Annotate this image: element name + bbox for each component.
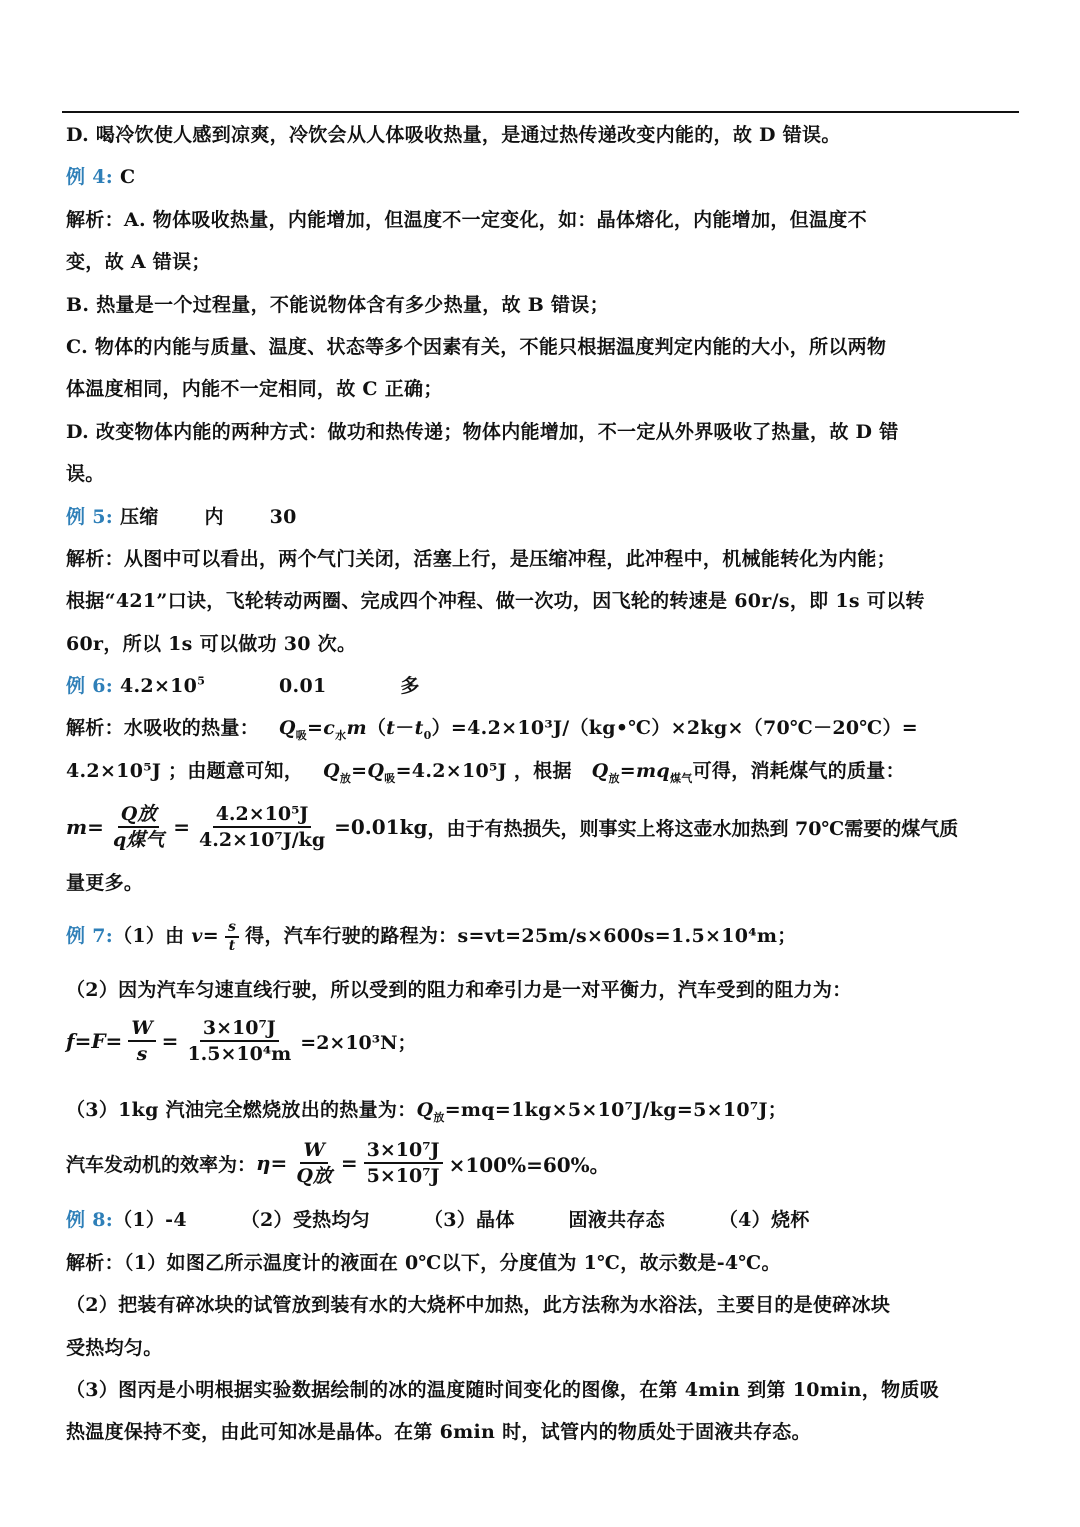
example-4-header (66, 156, 1016, 198)
example-7-header: 例 7:（1）由 v= $\frac{s}{t}$ 得，汽车行驶的路程为：s=vt=25m/s×600s=1.5×10⁴m； (66, 918, 797, 954)
answer-value: （1）-4 (113, 1209, 187, 1232)
text-line: 受热均匀。 (66, 1336, 163, 1359)
text-line: 60r，所以 1s 可以做功 30 次。 (66, 632, 357, 655)
answer-value: 多 (400, 675, 420, 698)
formula-line: f=F= $\frac{W}{s}$ = $\frac{\text{3×10⁷J}}{\text{1.5×10⁴m}}$ =2×10³N； (66, 1017, 417, 1066)
answer-value: 0.01 (279, 675, 327, 698)
answer-value: 内 (204, 505, 224, 528)
answer-value: $4.2\times 10^5$ (119, 674, 206, 698)
example-8-header (66, 1199, 1016, 1241)
text-line: 变，故 A 错误； (66, 251, 211, 274)
answer-value: 30 (269, 505, 297, 528)
text-line: 解析：从图中可以看出，两个气门关闭，活塞上行，是压缩冲程，此冲程中，机械能转化为内能； (66, 547, 896, 570)
formula-line: m = $\frac{\text{Q放}}{\text{q煤气}}$ = $\frac{\text{4.2×10⁵J}}{\text{4.2×10⁷J/kg}}$ =0.01kg ，由于有热损失，则事实上将这壶水加热到 70℃需要的煤气质 (66, 803, 959, 852)
text-line: 根据“421”口诀，飞轮转动两圈、完成四个冲程、做一次功，因飞轮的转速是 60r/s，即 1s 可以转 (66, 590, 925, 613)
text-line: 体温度相同，内能不一定相同，故 C 正确； (66, 378, 443, 401)
text-line: 热温度保持不变，由此可知冰是晶体。在第 6min 时，试管内的物质处于固液共存态。 (66, 1421, 811, 1444)
answer-content (66, 114, 1016, 1454)
fraction: $\frac{\text{3×10⁷J}}{\text{5×10⁷J}}$ (364, 1139, 443, 1187)
text-line: 解析：（1）如图乙所示温度计的液面在 0℃以下，分度值为 1℃，故示数是-4℃。 (66, 1251, 781, 1274)
text-line: D. 改变物体内能的两种方式：做功和热传递；物体内能增加，不一定从外界吸收了热量，故 D 错 (66, 420, 899, 443)
text-line: 量更多。 (66, 872, 144, 895)
example-label: 例 7: (66, 924, 114, 947)
text-line: （2）把装有碎冰块的试管放到装有水的大烧杯中加热，此方法称为水浴法，主要目的是使碎冰块 (66, 1294, 891, 1317)
answer-value: （3）晶体 (423, 1209, 515, 1232)
formula-line: （3）1kg 汽油完全燃烧放出的热量为：$Q_放=mq=1kg\times 5\times 10^7J/kg=5\times 10^7J$； (66, 1099, 788, 1124)
formula-line: 汽车发动机的效率为： η= $\frac{W}{\text{Q放}}$ = $\frac{\text{3×10⁷J}}{\text{5×10⁷J}}$ ×100%=60%。 (66, 1139, 610, 1188)
text-line: （2）因为汽车匀速直线行驶，所以受到的阻力和牵引力是一对平衡力，汽车受到的阻力为： (66, 978, 852, 1001)
answer-value: 压缩 (119, 505, 159, 528)
text-line: （3）图丙是小明根据实验数据绘制的冰的温度随时间变化的图像，在第 4min 到第 10min，物质吸 (66, 1378, 939, 1401)
fraction: $\frac{\text{3×10⁷J}}{\text{1.5×10⁴m}}$ (187, 1017, 292, 1066)
fraction: $\frac{W}{s}$ (128, 1017, 155, 1065)
answer-value: （2）受热均匀 (240, 1209, 371, 1232)
text-line: B. 热量是一个过程量，不能说物体含有多少热量，故 B 错误； (66, 293, 609, 316)
formula-line: 4.2×10⁵J ；由题意可知， $Q_放=Q_吸=4.2\times 10^5J$ ，根据 $Q_放=mq_{煤气}$可得，消耗煤气的质量： (66, 759, 905, 785)
example-label: 例 8: (66, 1209, 114, 1232)
answer-value: C (119, 166, 136, 189)
example-label: 例 4: (66, 166, 114, 189)
answer-value: 固液共存态 (568, 1209, 665, 1232)
fraction: $\frac{\text{Q放}}{\text{q煤气}}$ (112, 803, 165, 852)
text-line: D. 喝冷饮使人感到凉爽，冷饮会从人体吸收热量，是通过热传递改变内能的，故 D 错误。 (66, 124, 841, 146)
text-line: 解析：A. 物体吸收热量，内能增加，但温度不一定变化，如：晶体熔化，内能增加，但温度不 (66, 208, 867, 231)
text-line: C. 物体的内能与质量、温度、状态等多个因素有关，不能只根据温度判定内能的大小，所以两物 (66, 335, 887, 358)
fraction: $\frac{\text{4.2×10⁵J}}{\text{4.2×10⁷J/kg}}$ (199, 803, 326, 852)
fraction: $\frac{W}{\text{Q放}}$ (296, 1139, 332, 1188)
text-line: 误。 (66, 463, 105, 486)
example-5-header (66, 496, 1016, 538)
example-6-header (66, 665, 1016, 707)
example-label: 例 5: (66, 505, 114, 528)
formula-line: 解析：水吸收的热量： $Q_吸=c_水m(t-t_0)=4.2\times 10^3J/(kg•℃)\times 2kg\times(70℃-20℃)=$ (66, 717, 919, 743)
example-label: 例 6: (66, 675, 114, 698)
answer-value: （4）烧杯 (718, 1209, 810, 1232)
top-rule (62, 111, 1019, 113)
